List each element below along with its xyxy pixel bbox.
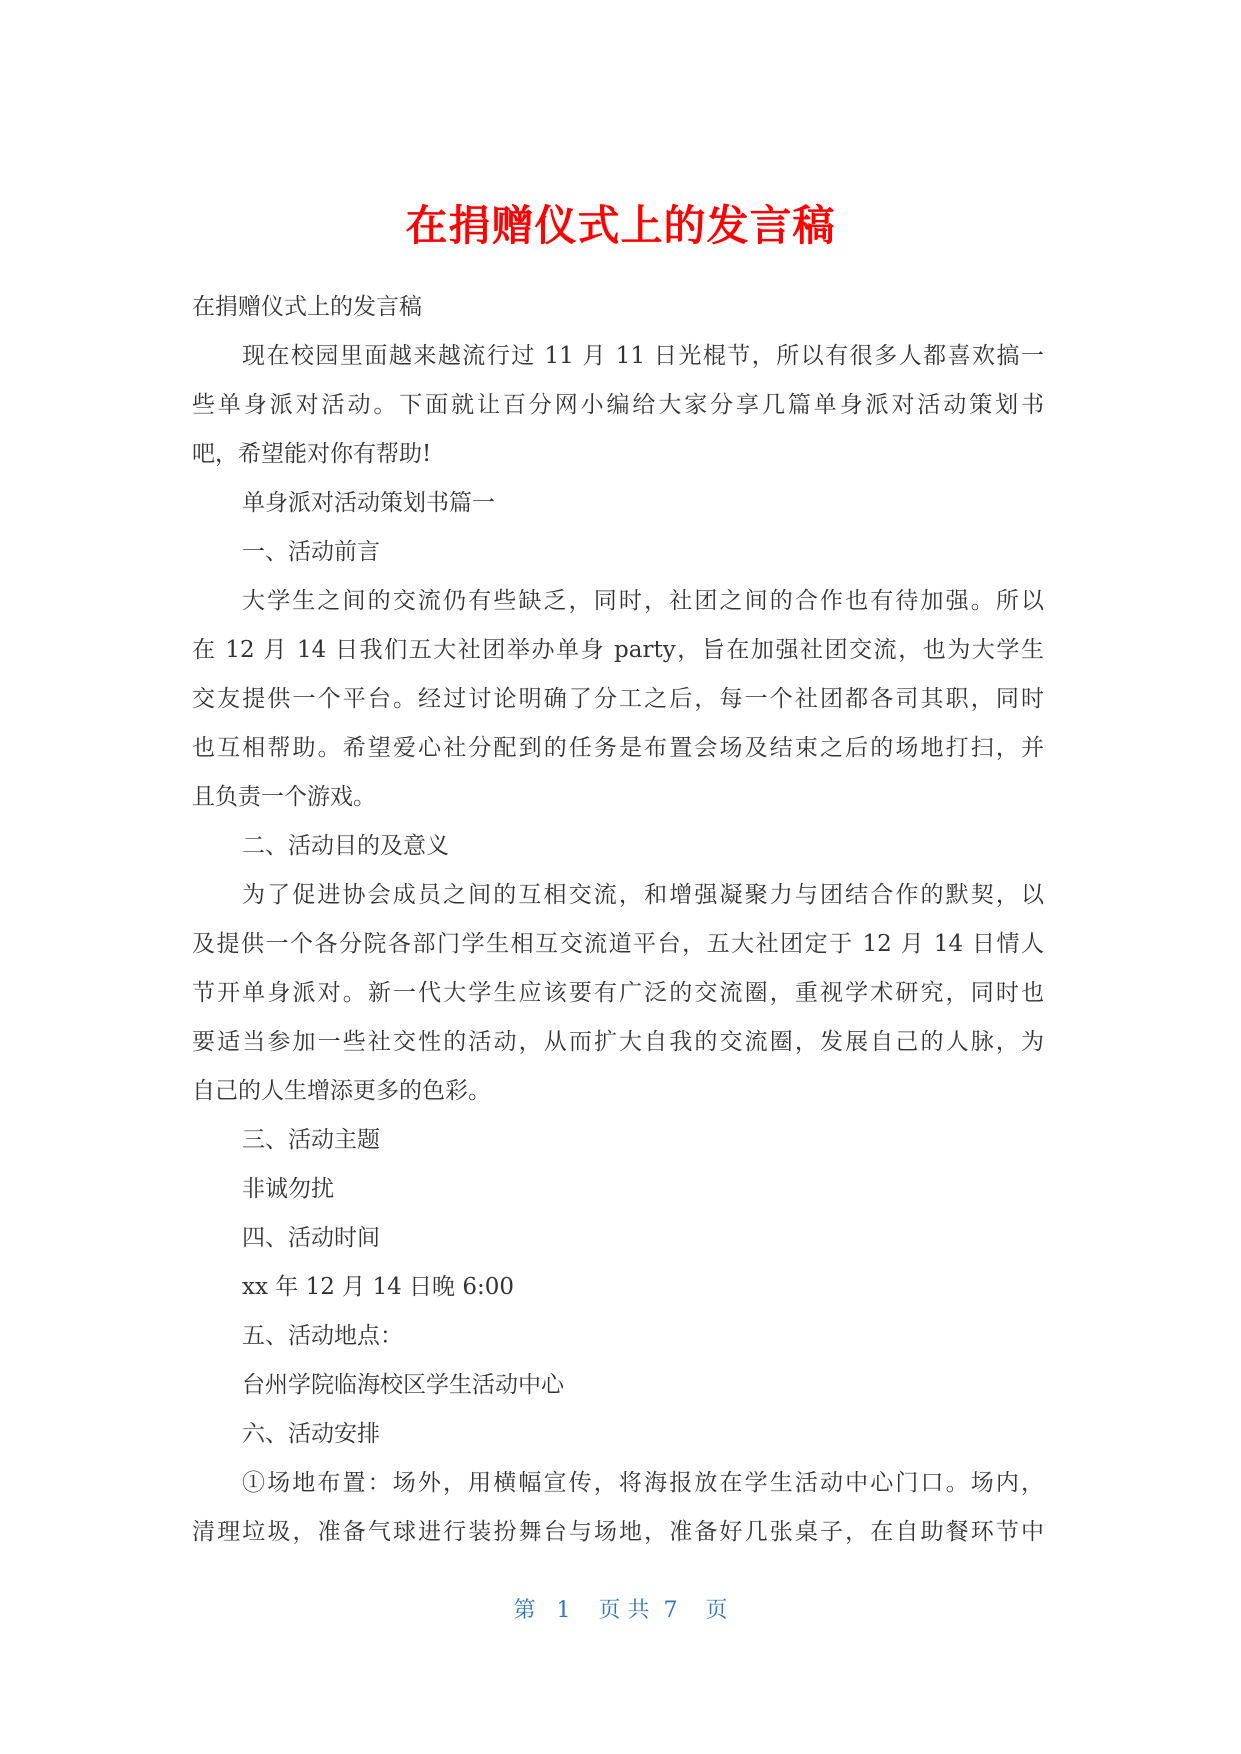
text-line: 大学生之间的交流仍有些缺乏，同时，社团之间的合作也有待加强。所以: [242, 588, 1044, 614]
text-line: 清理垃圾，准备气球进行装扮舞台与场地，准备好几张桌子，在自助餐环节中: [192, 1519, 1044, 1545]
text-line: 四、活动时间: [242, 1225, 380, 1251]
text-line: 三、活动主题: [242, 1127, 380, 1153]
text-line: 为了促进协会成员之间的互相交流，和增强凝聚力与团结合作的默契，以: [242, 882, 1044, 908]
text-line: ①场地布置：场外，用横幅宣传，将海报放在学生活动中心门口。场内，: [242, 1470, 1044, 1496]
text-line: 些单身派对活动。下面就让百分网小编给大家分享几篇单身派对活动策划书: [192, 392, 1044, 418]
text-line: 吧，希望能对你有帮助!: [192, 441, 432, 467]
text-line: 五、活动地点：: [242, 1323, 403, 1349]
text-line: 要适当参加一些社交性的活动，从而扩大自我的交流圈，发展自己的人脉，为: [192, 1029, 1044, 1055]
text-line: 也互相帮助。希望爱心社分配到的任务是布置会场及结束之后的场地打扫，并: [192, 735, 1044, 761]
text-line: 自己的人生增添更多的色彩。: [192, 1078, 491, 1104]
text-line: 在 12 月 14 日我们五大社团举办单身 party，旨在加强社团交流，也为大学生: [192, 637, 1044, 663]
text-line: 单身派对活动策划书篇一: [242, 490, 495, 516]
text-line: 一、活动前言: [242, 539, 380, 565]
text-line: 台州学院临海校区学生活动中心: [242, 1372, 564, 1398]
page-footer: 第 1 页 共 7 页: [513, 1598, 728, 1623]
text-line: 非诚勿扰: [242, 1176, 334, 1202]
text-line: 在捐赠仪式上的发言稿: [192, 294, 422, 320]
text-line: 六、活动安排: [242, 1421, 380, 1447]
text-line: xx 年 12 月 14 日晚 6:00: [242, 1274, 514, 1300]
text-line: 节开单身派对。新一代大学生应该要有广泛的交流圈，重视学术研究，同时也: [192, 980, 1044, 1006]
text-line: 及提供一个各分院各部门学生相互交流道平台，五大社团定于 12 月 14 日情人: [192, 931, 1044, 957]
text-line: 且负责一个游戏。: [192, 784, 376, 810]
text-line: 交友提供一个平台。经过讨论明确了分工之后，每一个社团都各司其职，同时: [192, 686, 1044, 712]
document-body: [192, 283, 1044, 1557]
text-line: 二、活动目的及意义: [242, 833, 449, 859]
text-line: 现在校园里面越来越流行过 11 月 11 日光棍节，所以有很多人都喜欢搞一: [242, 343, 1044, 369]
document-title: 在捐赠仪式上的发言稿: [405, 201, 836, 250]
